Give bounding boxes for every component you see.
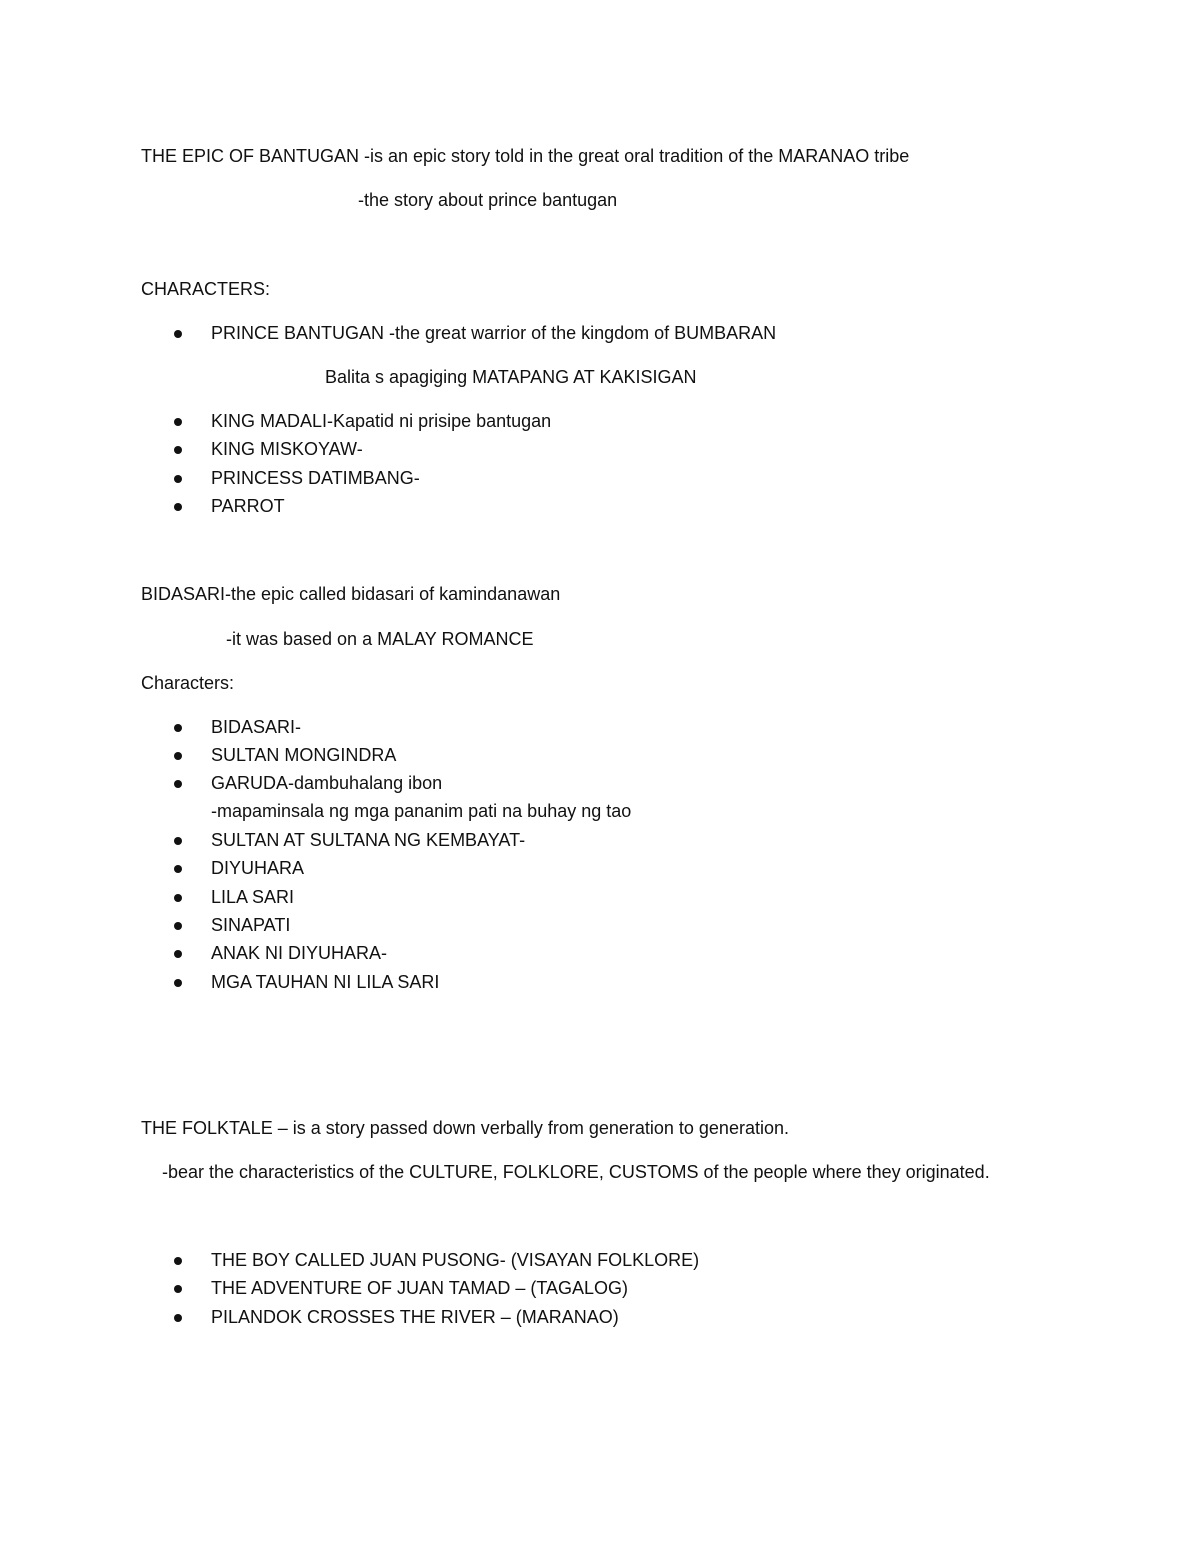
bullet-icon	[174, 1257, 182, 1265]
bullet-icon	[174, 446, 182, 454]
list-item	[0, 942, 1200, 964]
list-item-text: ANAK NI DIYUHARA-	[211, 943, 388, 963]
bullet-icon	[174, 837, 182, 845]
bullet-icon	[174, 780, 182, 788]
bullet-icon	[174, 865, 182, 873]
bullet-icon	[174, 475, 182, 483]
list-item-text: SULTAN MONGINDRA	[211, 745, 397, 765]
list-item	[0, 829, 1200, 851]
bullet-icon	[174, 922, 182, 930]
list-item	[0, 438, 1200, 460]
bullet-icon	[174, 950, 182, 958]
list-item	[0, 744, 1200, 766]
list-item	[0, 495, 1200, 517]
list-item-text: KING MADALI-Kapatid ni prisipe bantugan	[211, 411, 552, 431]
bullet-icon	[174, 979, 182, 987]
list-item-text: THE ADVENTURE OF JUAN TAMAD – (TAGALOG)	[211, 1278, 629, 1298]
list-item	[0, 857, 1200, 879]
list-item-text: KING MISKOYAW-	[211, 439, 363, 459]
list-item	[0, 971, 1200, 993]
list-item-text: LILA SARI	[211, 887, 295, 907]
bullet-icon	[174, 894, 182, 902]
bullet-icon	[174, 330, 182, 338]
bantugan-intro: THE EPIC OF BANTUGAN -is an epic story told in the great oral tradition of the MARANAO tribe	[141, 146, 910, 166]
list-item	[0, 716, 1200, 738]
list-item-text: THE BOY CALLED JUAN PUSONG- (VISAYAN FOLKLORE)	[211, 1250, 700, 1270]
list-item	[0, 322, 1200, 344]
bullet-icon	[174, 503, 182, 511]
folktale-intro: THE FOLKTALE – is a story passed down verbally from generation to generation.	[141, 1118, 789, 1138]
list-item-text: PARROT	[211, 496, 285, 516]
list-item-text: SULTAN AT SULTANA NG KEMBAYAT-	[211, 830, 526, 850]
list-item	[0, 1249, 1200, 1271]
list-item	[0, 772, 1200, 794]
garuda-note: -mapaminsala ng mga pananim pati na buhay ng tao	[211, 801, 632, 821]
bantugan-characters-heading: CHARACTERS:	[141, 279, 271, 299]
bullet-icon	[174, 1285, 182, 1293]
list-item-text: PRINCESS DATIMBANG-	[211, 468, 420, 488]
list-item	[0, 1277, 1200, 1299]
list-item	[0, 914, 1200, 936]
list-item-text: PILANDOK CROSSES THE RIVER – (MARANAO)	[211, 1307, 619, 1327]
list-item-text: PRINCE BANTUGAN -the great warrior of the kingdom of BUMBARAN	[211, 323, 777, 343]
bullet-icon	[174, 1314, 182, 1322]
bidasari-intro: BIDASARI-the epic called bidasari of kamindanawan	[141, 584, 561, 604]
bullet-icon	[174, 418, 182, 426]
list-item-text: BIDASARI-	[211, 717, 302, 737]
prince-bantugan-note: Balita s apagiging MATAPANG AT KAKISIGAN	[325, 367, 697, 387]
list-item	[0, 467, 1200, 489]
bantugan-subtitle: -the story about prince bantugan	[358, 190, 618, 210]
list-item	[0, 886, 1200, 908]
bidasari-characters-heading: Characters:	[141, 673, 235, 693]
list-item-text: MGA TAUHAN NI LILA SARI	[211, 972, 440, 992]
list-item	[0, 410, 1200, 432]
bidasari-subtitle: -it was based on a MALAY ROMANCE	[226, 629, 534, 649]
bullet-icon	[174, 752, 182, 760]
list-item-text: GARUDA-dambuhalang ibon	[211, 773, 443, 793]
bullet-icon	[174, 724, 182, 732]
list-item-text: DIYUHARA	[211, 858, 305, 878]
folktale-subtitle: -bear the characteristics of the CULTURE, FOLKLORE, CUSTOMS of the people where they originated.	[162, 1162, 990, 1182]
list-item	[0, 1306, 1200, 1328]
list-item-text: SINAPATI	[211, 915, 291, 935]
